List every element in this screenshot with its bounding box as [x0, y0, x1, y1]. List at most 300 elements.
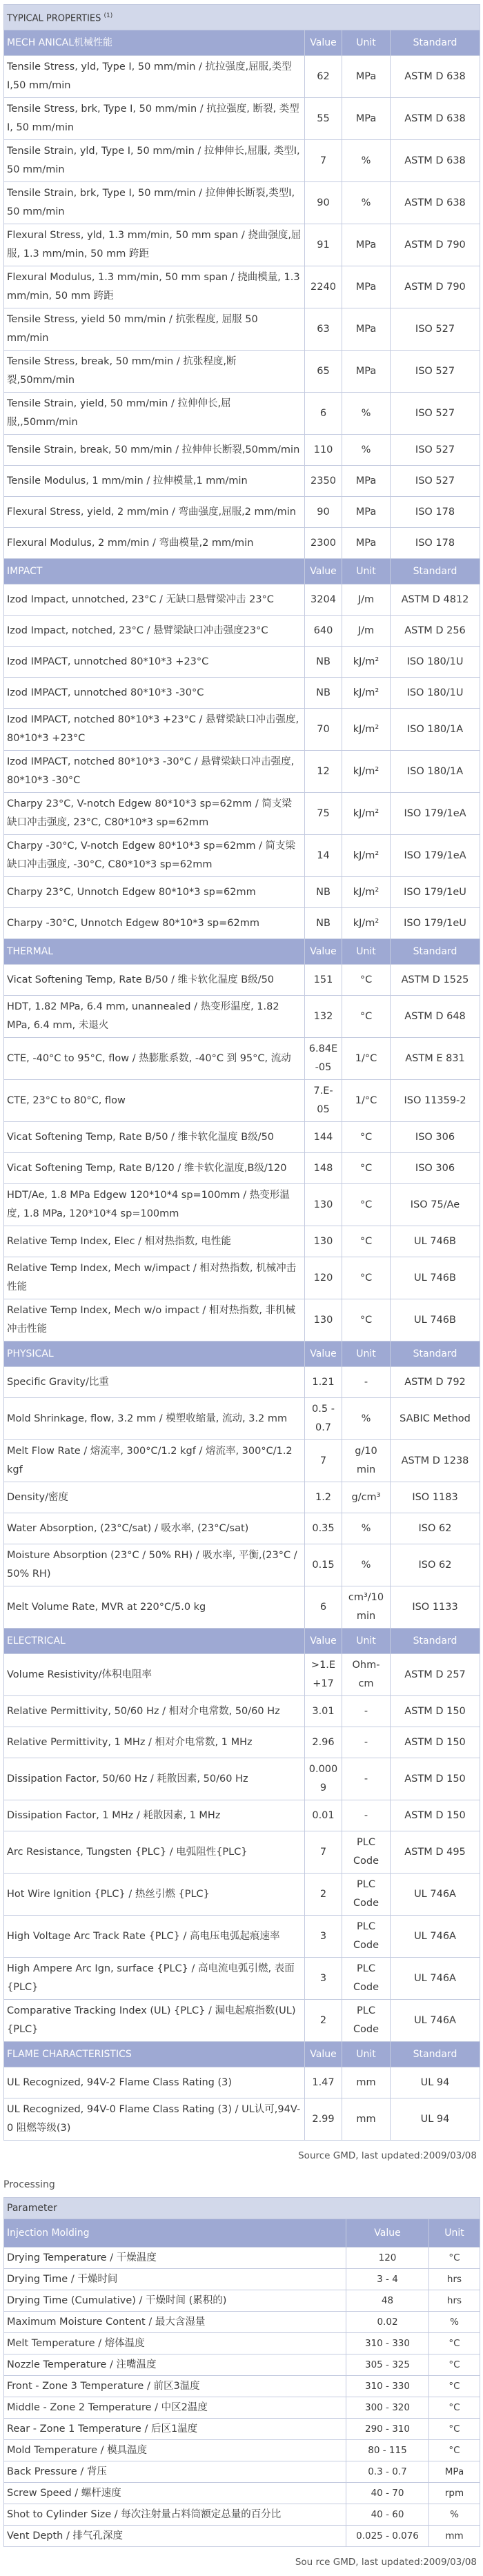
property-name: Izod IMPACT, unnotched 80*10*3 +23°C: [4, 647, 305, 678]
property-standard: ISO 179/1eU: [391, 877, 480, 908]
property-unit: J/m: [342, 584, 391, 616]
section-header-col: Value: [305, 2042, 342, 2067]
property-standard: ASTM D 150: [391, 1758, 480, 1800]
property-value: 2: [305, 2000, 342, 2042]
section-header-title: FLAME CHARACTERISTICS: [4, 2042, 305, 2067]
table-row: [4, 2000, 480, 2042]
property-value: 75: [305, 793, 342, 835]
property-value: 120: [305, 1257, 342, 1299]
property-standard: ISO 179/1eA: [391, 835, 480, 877]
property-unit: g/10 min: [342, 1440, 391, 1482]
property-unit: °C: [342, 996, 391, 1038]
property-value: 90: [305, 497, 342, 528]
parameter-unit: %: [429, 2504, 480, 2526]
processing-header-label: Injection Molding: [4, 2219, 346, 2248]
property-name: Tensile Strain, yld, Type I, 50 mm/min / 拉伸伸长,屈服, 类型I, 50 mm/min: [4, 140, 305, 182]
property-standard: ASTM D 648: [391, 996, 480, 1038]
property-value: 6.84E-05: [305, 1038, 342, 1080]
property-unit: mm: [342, 2098, 391, 2141]
table-row: [4, 835, 480, 877]
table-row: [4, 1831, 480, 1874]
property-name: Izod Impact, unnotched, 23°C / 无缺口悬臂梁冲击 23°C: [4, 584, 305, 616]
property-value: 2.96: [305, 1727, 342, 1758]
property-value: 0.5 - 0.7: [305, 1398, 342, 1440]
property-standard: ISO 178: [391, 528, 480, 559]
property-standard: ASTM D 638: [391, 56, 480, 98]
property-name: Charpy 23°C, Unnotch Edgew 80*10*3 sp=62mm: [4, 877, 305, 908]
property-name: Moisture Absorption (23°C / 50% RH) / 吸水率, 平衡,(23°C / 50% RH): [4, 1544, 305, 1586]
property-name: Charpy 23°C, V-notch Edgew 80*10*3 sp=62mm / 简支梁缺口冲击强度, 23°C, C80*10*3 sp=62mm: [4, 793, 305, 835]
section-header-col: Unit: [342, 1629, 391, 1654]
table-row: [4, 1916, 480, 1958]
table-row: [4, 1080, 480, 1122]
property-unit: °C: [342, 1122, 391, 1153]
property-standard: UL 746B: [391, 1257, 480, 1299]
table-row: [4, 266, 480, 308]
property-standard: ISO 1133: [391, 1586, 480, 1629]
table-row: [4, 2504, 480, 2526]
table-row: [4, 1874, 480, 1916]
property-name: Comparative Tracking Index (UL) {PLC} / 漏电起痕指数(UL){PLC}: [4, 2000, 305, 2042]
parameter-unit: rpm: [429, 2483, 480, 2504]
table-row: [4, 1654, 480, 1696]
table-row: [4, 2290, 480, 2312]
property-name: Izod IMPACT, notched 80*10*3 +23°C / 悬臂梁缺口冲击强度, 80*10*3 +23°C: [4, 709, 305, 751]
property-value: 62: [305, 56, 342, 98]
property-name: Dissipation Factor, 50/60 Hz / 耗散因素, 50/60 Hz: [4, 1758, 305, 1800]
parameter-unit: °C: [429, 2333, 480, 2354]
property-unit: mm: [342, 2067, 391, 2098]
property-unit: MPa: [342, 497, 391, 528]
table-row: [4, 1184, 480, 1226]
property-value: 0.15: [305, 1544, 342, 1586]
property-name: Hot Wire Ignition {PLC} / 热丝引燃 {PLC}: [4, 1874, 305, 1916]
table-row: [4, 877, 480, 908]
property-unit: -: [342, 1696, 391, 1727]
property-unit: kJ/m²: [342, 908, 391, 939]
property-value: >1.E+17: [305, 1654, 342, 1696]
parameter-value: 310 - 330: [346, 2376, 429, 2397]
property-name: Izod IMPACT, unnotched 80*10*3 -30°C: [4, 678, 305, 709]
table-row: [4, 1513, 480, 1544]
processing-title: Parameter: [4, 2198, 480, 2219]
property-unit: kJ/m²: [342, 877, 391, 908]
parameter-name: Screw Speed / 螺杆速度: [4, 2483, 346, 2504]
property-value: 70: [305, 709, 342, 751]
property-unit: kJ/m²: [342, 793, 391, 835]
table-row: [4, 1299, 480, 1341]
parameter-value: 40 - 60: [346, 2504, 429, 2526]
property-standard: UL 94: [391, 2098, 480, 2141]
table-row: [4, 1758, 480, 1800]
property-value: 3: [305, 1958, 342, 2000]
property-value: 6: [305, 1586, 342, 1629]
property-value: 2350: [305, 466, 342, 497]
parameter-value: 300 - 320: [346, 2397, 429, 2419]
property-value: 7.E-05: [305, 1080, 342, 1122]
section-header-col: Unit: [342, 2042, 391, 2067]
property-name: Water Absorption, (23°C/sat) / 吸水率, (23°C/sat): [4, 1513, 305, 1544]
table-row: [4, 435, 480, 466]
property-value: 65: [305, 351, 342, 393]
table-row: [4, 1038, 480, 1080]
table-row: [4, 2354, 480, 2376]
typical-properties-table: [3, 4, 480, 2141]
section-header-col: Value: [305, 1629, 342, 1654]
property-unit: MPa: [342, 351, 391, 393]
property-value: NB: [305, 678, 342, 709]
property-unit: kJ/m²: [342, 678, 391, 709]
property-unit: 1/°C: [342, 1080, 391, 1122]
table-title-row: [4, 5, 480, 30]
property-standard: ISO 62: [391, 1544, 480, 1586]
property-standard: ASTM D 1525: [391, 965, 480, 996]
property-unit: kJ/m²: [342, 751, 391, 793]
property-unit: %: [342, 182, 391, 224]
property-standard: UL 746A: [391, 1916, 480, 1958]
parameter-name: Middle - Zone 2 Temperature / 中区2温度: [4, 2397, 346, 2419]
table-row: [4, 2312, 480, 2333]
parameter-name: Vent Depth / 排气孔深度: [4, 2526, 346, 2547]
table-row: [4, 393, 480, 435]
section-header-col: Standard: [391, 2042, 480, 2067]
property-unit: -: [342, 1727, 391, 1758]
property-standard: UL 746A: [391, 1874, 480, 1916]
property-name: Relative Temp Index, Elec / 相对热指数, 电性能: [4, 1226, 305, 1257]
section-header-title: THERMAL: [4, 939, 305, 965]
processing-table: [3, 2197, 480, 2547]
section-header-col: Value: [305, 939, 342, 965]
parameter-name: Melt Temperature / 熔体温度: [4, 2333, 346, 2354]
parameter-value: 310 - 330: [346, 2333, 429, 2354]
table-row: [4, 1727, 480, 1758]
section-header-col: Unit: [342, 1341, 391, 1367]
section-header-col: Standard: [391, 939, 480, 965]
table-row: [4, 1482, 480, 1513]
table-row: [4, 2376, 480, 2397]
property-name: Charpy -30°C, V-notch Edgew 80*10*3 sp=62mm / 简支梁缺口冲击强度, -30°C, C80*10*3 sp=62mm: [4, 835, 305, 877]
table-row: [4, 1800, 480, 1831]
table-row: [4, 709, 480, 751]
property-unit: °C: [342, 1257, 391, 1299]
table-row: [4, 140, 480, 182]
parameter-value: 0.3 - 0.7: [346, 2461, 429, 2483]
parameter-name: Front - Zone 3 Temperature / 前区3温度: [4, 2376, 346, 2397]
property-value: 2300: [305, 528, 342, 559]
property-unit: -: [342, 1800, 391, 1831]
parameter-name: Drying Time / 干燥时间: [4, 2269, 346, 2290]
property-value: 3.01: [305, 1696, 342, 1727]
table-row: [4, 1440, 480, 1482]
property-standard: ISO 75/Ae: [391, 1184, 480, 1226]
property-name: Tensile Strain, brk, Type I, 50 mm/min / 拉伸伸长断裂,类型I, 50 mm/min: [4, 182, 305, 224]
property-standard: ISO 62: [391, 1513, 480, 1544]
table-row: [4, 751, 480, 793]
table-row: [4, 678, 480, 709]
property-name: Tensile Stress, break, 50 mm/min / 抗张程度,断裂,50mm/min: [4, 351, 305, 393]
property-value: 63: [305, 308, 342, 351]
property-unit: J/m: [342, 616, 391, 647]
property-name: Flexural Modulus, 2 mm/min / 弯曲模量,2 mm/min: [4, 528, 305, 559]
property-name: Charpy -30°C, Unnotch Edgew 80*10*3 sp=62mm: [4, 908, 305, 939]
property-value: 0.01: [305, 1800, 342, 1831]
property-standard: ISO 180/1U: [391, 647, 480, 678]
section-header-title: MECH ANICAL机械性能: [4, 30, 305, 56]
property-standard: ASTM D 257: [391, 1654, 480, 1696]
property-unit: MPa: [342, 308, 391, 351]
section-header-title: PHYSICAL: [4, 1341, 305, 1367]
property-unit: Ohm-cm: [342, 1654, 391, 1696]
parameter-name: Drying Temperature / 干燥温度: [4, 2248, 346, 2269]
properties-title: TYPICAL PROPERTIES $^{(1)}$: [4, 5, 480, 30]
table-row: [4, 1153, 480, 1184]
property-value: 144: [305, 1122, 342, 1153]
property-standard: ASTM D 256: [391, 616, 480, 647]
property-value: 91: [305, 224, 342, 266]
property-unit: PLC Code: [342, 1958, 391, 2000]
table-row: [4, 616, 480, 647]
parameter-value: 0.025 - 0.076: [346, 2526, 429, 2547]
property-name: Vicat Softening Temp, Rate B/120 / 维卡软化温度,B级/120: [4, 1153, 305, 1184]
parameter-unit: mm: [429, 2526, 480, 2547]
property-unit: PLC Code: [342, 1874, 391, 1916]
property-name: Relative Temp Index, Mech w/o impact / 相对热指数, 非机械冲击性能: [4, 1299, 305, 1341]
property-unit: %: [342, 393, 391, 435]
table-row: [4, 182, 480, 224]
property-name: Vicat Softening Temp, Rate B/50 / 维卡软化温度 B级/50: [4, 965, 305, 996]
table-row: [4, 1544, 480, 1586]
parameter-name: Shot to Cylinder Size / 每次注射量占料筒额定总量的百分比: [4, 2504, 346, 2526]
parameter-value: 290 - 310: [346, 2419, 429, 2440]
property-unit: 1/°C: [342, 1038, 391, 1080]
property-name: Flexural Modulus, 1.3 mm/min, 50 mm span / 挠曲模量, 1.3 mm/min, 50 mm 跨距: [4, 266, 305, 308]
table-row: [4, 1122, 480, 1153]
property-standard: ASTM D 790: [391, 224, 480, 266]
property-unit: %: [342, 435, 391, 466]
property-name: Flexural Stress, yield, 2 mm/min / 弯曲强度,屈服,2 mm/min: [4, 497, 305, 528]
property-standard: ASTM D 1238: [391, 1440, 480, 1482]
property-name: Arc Resistance, Tungsten {PLC} / 电弧阻性{PLC}: [4, 1831, 305, 1874]
property-unit: %: [342, 1513, 391, 1544]
property-standard: UL 746B: [391, 1299, 480, 1341]
property-standard: ISO 180/1A: [391, 709, 480, 751]
property-value: 7: [305, 140, 342, 182]
property-value: 14: [305, 835, 342, 877]
property-value: 0.35: [305, 1513, 342, 1544]
table-row: [4, 965, 480, 996]
property-standard: ISO 180/1U: [391, 678, 480, 709]
property-name: Mold Shrinkage, flow, 3.2 mm / 模塑收缩量, 流动, 3.2 mm: [4, 1398, 305, 1440]
table-row: [4, 908, 480, 939]
property-standard: ISO 306: [391, 1153, 480, 1184]
section-header-row: [4, 1629, 480, 1654]
section-header-col: Value: [305, 559, 342, 584]
property-unit: %: [342, 1398, 391, 1440]
parameter-name: Drying Time (Cumulative) / 干燥时间 (累积的): [4, 2290, 346, 2312]
section-header-col: Standard: [391, 1341, 480, 1367]
parameter-value: 48: [346, 2290, 429, 2312]
table-row: [4, 2419, 480, 2440]
property-value: 130: [305, 1226, 342, 1257]
section-header-row: [4, 30, 480, 56]
source-note: Source GMD, last updated:2009/03/08: [298, 2150, 477, 2162]
property-unit: °C: [342, 1184, 391, 1226]
property-value: 90: [305, 182, 342, 224]
property-name: Melt Volume Rate, MVR at 220°C/5.0 kg: [4, 1586, 305, 1629]
section-header-title: IMPACT: [4, 559, 305, 584]
property-value: 130: [305, 1184, 342, 1226]
table-row: [4, 2526, 480, 2547]
table-row: [4, 1226, 480, 1257]
parameter-value: 305 - 325: [346, 2354, 429, 2376]
property-value: 12: [305, 751, 342, 793]
property-unit: MPa: [342, 528, 391, 559]
property-value: 151: [305, 965, 342, 996]
property-standard: ASTM D 638: [391, 98, 480, 140]
property-value: 110: [305, 435, 342, 466]
property-name: CTE, -40°C to 95°C, flow / 热膨胀系数, -40°C 到 95°C, 流动: [4, 1038, 305, 1080]
property-name: Vicat Softening Temp, Rate B/50 / 维卡软化温度 B级/50: [4, 1122, 305, 1153]
property-value: 2240: [305, 266, 342, 308]
property-value: 7: [305, 1440, 342, 1482]
property-standard: ASTM D 4812: [391, 584, 480, 616]
property-name: Specific Gravity/比重: [4, 1367, 305, 1398]
property-name: High Ampere Arc Ign, surface {PLC} / 高电流电弧引燃, 表面{PLC}: [4, 1958, 305, 2000]
property-standard: ISO 179/1eA: [391, 793, 480, 835]
property-unit: °C: [342, 1226, 391, 1257]
table-row: [4, 1367, 480, 1398]
table-row: [4, 1398, 480, 1440]
property-value: 0.0009: [305, 1758, 342, 1800]
property-unit: PLC Code: [342, 2000, 391, 2042]
property-value: 3: [305, 1916, 342, 1958]
property-standard: ASTM E 831: [391, 1038, 480, 1080]
property-value: 1.47: [305, 2067, 342, 2098]
property-unit: MPa: [342, 98, 391, 140]
property-value: 2: [305, 1874, 342, 1916]
property-value: 3204: [305, 584, 342, 616]
property-standard: ASTM D 792: [391, 1367, 480, 1398]
property-standard: ISO 527: [391, 393, 480, 435]
property-standard: ASTM D 150: [391, 1696, 480, 1727]
processing-header-row: [4, 2219, 480, 2248]
property-unit: -: [342, 1367, 391, 1398]
property-name: Tensile Stress, yld, Type I, 50 mm/min / 抗拉强度,屈服,类型I,50 mm/min: [4, 56, 305, 98]
table-row: [4, 466, 480, 497]
property-unit: kJ/m²: [342, 835, 391, 877]
parameter-unit: hrs: [429, 2290, 480, 2312]
property-value: 130: [305, 1299, 342, 1341]
property-standard: ISO 180/1A: [391, 751, 480, 793]
property-unit: °C: [342, 1153, 391, 1184]
table-row: [4, 2483, 480, 2504]
property-standard: ASTM D 638: [391, 182, 480, 224]
table-row: [4, 528, 480, 559]
table-row: [4, 1586, 480, 1629]
parameter-value: 120: [346, 2248, 429, 2269]
section-header-row: [4, 559, 480, 584]
property-name: UL Recognized, 94V-0 Flame Class Rating (3) / UL认可,94V-0 阻燃等级(3): [4, 2098, 305, 2141]
property-name: Tensile Stress, yield 50 mm/min / 抗张程度, 屈服 50 mm/min: [4, 308, 305, 351]
property-name: High Voltage Arc Track Rate {PLC} / 高电压电弧起痕速率: [4, 1916, 305, 1958]
parameter-value: 40 - 70: [346, 2483, 429, 2504]
section-header-col: Unit: [342, 559, 391, 584]
processing-header-value: Value: [346, 2219, 429, 2248]
section-header-col: Standard: [391, 559, 480, 584]
table-row: [4, 2269, 480, 2290]
section-header-row: [4, 1341, 480, 1367]
property-name: Volume Resistivity/体积电阻率: [4, 1654, 305, 1696]
table-row: [4, 56, 480, 98]
property-name: Flexural Stress, yld, 1.3 mm/min, 50 mm span / 挠曲强度,屈服, 1.3 mm/min, 50 mm 跨距: [4, 224, 305, 266]
section-header-col: Standard: [391, 30, 480, 56]
property-value: 1.2: [305, 1482, 342, 1513]
parameter-value: 80 - 115: [346, 2440, 429, 2461]
parameter-unit: °C: [429, 2248, 480, 2269]
property-standard: UL 746B: [391, 1226, 480, 1257]
parameter-name: Maximum Moisture Content / 最大含湿量: [4, 2312, 346, 2333]
section-header-row: [4, 2042, 480, 2067]
table-row: [4, 351, 480, 393]
property-unit: PLC Code: [342, 1831, 391, 1874]
table-row: [4, 1958, 480, 2000]
parameter-unit: %: [429, 2312, 480, 2333]
parameter-value: 0.02: [346, 2312, 429, 2333]
property-name: UL Recognized, 94V-2 Flame Class Rating (3): [4, 2067, 305, 2098]
table-row: [4, 584, 480, 616]
property-name: Density/密度: [4, 1482, 305, 1513]
property-value: 640: [305, 616, 342, 647]
property-name: HDT/Ae, 1.8 MPa Edgew 120*10*4 sp=100mm / 热变形温度, 1.8 MPa, 120*10*4 sp=100mm: [4, 1184, 305, 1226]
section-header-col: Unit: [342, 939, 391, 965]
section-header-title: ELECTRICAL: [4, 1629, 305, 1654]
property-standard: ASTM D 790: [391, 266, 480, 308]
property-name: Relative Permittivity, 50/60 Hz / 相对介电常数, 50/60 Hz: [4, 1696, 305, 1727]
property-unit: °C: [342, 965, 391, 996]
parameter-unit: MPa: [429, 2461, 480, 2483]
table-row: [4, 2397, 480, 2419]
property-unit: MPa: [342, 56, 391, 98]
section-header-col: Unit: [342, 30, 391, 56]
property-name: Relative Permittivity, 1 MHz / 相对介电常数, 1 MHz: [4, 1727, 305, 1758]
property-value: 132: [305, 996, 342, 1038]
table-row: [4, 2098, 480, 2141]
processing-label: Processing: [3, 2179, 55, 2191]
property-value: NB: [305, 647, 342, 678]
parameter-name: Rear - Zone 1 Temperature / 后区1温度: [4, 2419, 346, 2440]
property-value: 6: [305, 393, 342, 435]
property-standard: UL 94: [391, 2067, 480, 2098]
property-standard: ISO 179/1eU: [391, 908, 480, 939]
property-unit: °C: [342, 1299, 391, 1341]
property-standard: ASTM D 150: [391, 1800, 480, 1831]
property-unit: PLC Code: [342, 1916, 391, 1958]
table-row: [4, 647, 480, 678]
property-name: Tensile Modulus, 1 mm/min / 拉伸模量,1 mm/min: [4, 466, 305, 497]
parameter-unit: °C: [429, 2419, 480, 2440]
property-unit: %: [342, 1544, 391, 1586]
table-row: [4, 1257, 480, 1299]
processing-title-row: [4, 2198, 480, 2219]
property-unit: %: [342, 140, 391, 182]
table-row: [4, 308, 480, 351]
property-name: HDT, 1.82 MPa, 6.4 mm, unannealed / 热变形温度, 1.82 MPa, 6.4 mm, 未退火: [4, 996, 305, 1038]
property-standard: ISO 178: [391, 497, 480, 528]
property-name: Dissipation Factor, 1 MHz / 耗散因素, 1 MHz: [4, 1800, 305, 1831]
property-standard: ASTM D 150: [391, 1727, 480, 1758]
property-name: Izod Impact, notched, 23°C / 悬臂梁缺口冲击强度23°C: [4, 616, 305, 647]
property-standard: ISO 527: [391, 466, 480, 497]
